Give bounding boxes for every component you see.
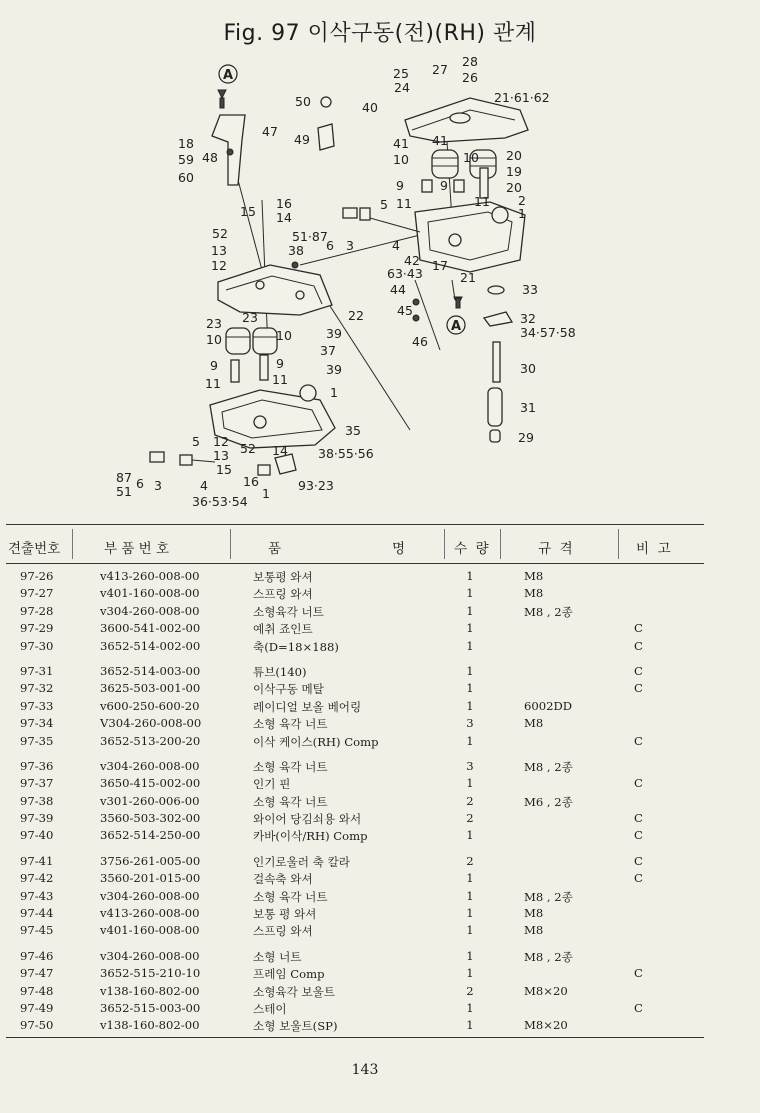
- callout-label: 15: [216, 462, 232, 477]
- header-qty: 수 량: [454, 541, 489, 557]
- callout-label: 9: [396, 178, 404, 193]
- callout-label: 50: [295, 94, 311, 109]
- exploded-parts-diagram: [0, 50, 760, 515]
- callout-label: 15: [240, 204, 256, 219]
- callout-label: 18: [178, 136, 194, 151]
- callout-label: 16: [276, 196, 292, 211]
- callout-label: 26: [462, 70, 478, 85]
- table-row: 97-36 v304-260-008-00 소형 육각 너트 3 M8 , 2종: [20, 758, 573, 774]
- callout-label: 3: [346, 238, 354, 253]
- callout-label: 25: [393, 66, 409, 81]
- table-bottom-rule: [6, 1037, 704, 1038]
- callout-label: 32: [520, 311, 536, 326]
- parts-list-table: [6, 524, 704, 1038]
- callout-label: 1: [330, 385, 338, 400]
- callout-label: 1: [262, 486, 270, 501]
- callout-label: 1: [518, 206, 526, 221]
- callout-label: 13: [213, 448, 229, 463]
- callout-label: 22: [348, 308, 364, 323]
- callout-label: 59: [178, 152, 194, 167]
- callout-label: 23: [206, 316, 222, 331]
- table-row: 97-46 v304-260-008-00 소형 너트 1 M8 , 2종: [20, 948, 573, 964]
- table-header: [6, 524, 704, 564]
- callout-label: 14: [276, 210, 292, 225]
- table-row: 97-42 3560-201-015-00 걸속축 와셔 1 C: [20, 871, 643, 887]
- header-name-right: 명: [392, 541, 406, 557]
- table-row: 97-34 V304-260-008-00 소형 육각 너트 3 M8: [20, 716, 544, 732]
- callout-bubble-a: A: [451, 319, 462, 334]
- callout-label: 51·87: [292, 229, 328, 244]
- callout-label: 48: [202, 150, 218, 165]
- table-row: 97-38 v301-260-006-00 소형 육각 너트 2 M6 , 2종: [20, 793, 573, 809]
- callout-label: 52: [212, 226, 228, 241]
- callout-label: 52: [240, 441, 256, 456]
- callout-label: 3: [154, 478, 162, 493]
- callout-label: 44: [390, 282, 406, 297]
- callout-label: 60: [178, 170, 194, 185]
- shaft-part: [493, 342, 500, 382]
- callout-label: 23: [242, 310, 258, 325]
- callout-label: 46: [412, 334, 428, 349]
- callout-label: 2: [518, 193, 526, 208]
- callout-label: 11: [474, 194, 490, 209]
- table-row: 97-27 v401-160-008-00 스프링 와셔 1 M8: [20, 586, 544, 602]
- callout-label: 16: [243, 474, 259, 489]
- callout-label: 13: [211, 243, 227, 258]
- table-row: 97-29 3600-541-002-00 예취 죠인트 1 C: [20, 621, 643, 637]
- callout-label: 87: [116, 470, 132, 485]
- callout-label: 17: [432, 258, 448, 273]
- callout-label: 38: [288, 243, 304, 258]
- callout-label: 11: [396, 196, 412, 211]
- callout-label: 47: [262, 124, 278, 139]
- page-number: 143: [351, 1062, 379, 1078]
- table-row: 97-32 3625-503-001-00 이삭구동 메탈 1 C: [20, 681, 643, 697]
- table-row: 97-30 3652-514-002-00 축(D=18×188) 1 C: [20, 638, 643, 654]
- header-name-left: 품: [268, 541, 282, 557]
- callout-bubble-a: A: [223, 68, 234, 83]
- table-row: 97-26 v413-260-008-00 보통평 와셔 1 M8: [20, 569, 544, 584]
- table-row: 97-44 v413-260-008-00 보통 평 와셔 1 M8: [20, 906, 544, 922]
- callout-label: 9: [440, 178, 448, 193]
- table-row: 97-31 3652-514-003-00 튜브(140) 1 C: [20, 663, 643, 679]
- callout-label: 39: [326, 326, 342, 341]
- callout-label: 10: [393, 152, 409, 167]
- table-row: 97-37 3650-415-002-00 인기 핀 1 C: [20, 776, 643, 792]
- callout-label: 35: [345, 423, 361, 438]
- callout-label: 42: [404, 253, 420, 268]
- table-row: 97-35 3652-513-200-20 이삭 케이스(RH) Comp 1 C: [20, 733, 643, 749]
- header-remark: 비 고: [636, 541, 671, 557]
- callout-label: 19: [506, 164, 522, 179]
- callout-label: 10: [276, 328, 292, 343]
- callout-label: 6: [136, 476, 144, 491]
- callout-label: 20: [506, 180, 522, 195]
- callout-label: 4: [392, 238, 400, 253]
- callout-label: 40: [362, 100, 378, 115]
- table-row: 97-47 3652-515-210-10 프레임 Comp 1 C: [20, 966, 643, 982]
- callout-label: 38·55·56: [318, 446, 374, 461]
- callout-label: 51: [116, 484, 132, 499]
- callout-label: 33: [522, 282, 538, 297]
- callout-label: 30: [520, 361, 536, 376]
- callout-label: 41: [393, 136, 409, 151]
- callout-label: 63·43: [387, 266, 423, 281]
- table-row: 97-43 v304-260-008-00 소형 육각 너트 1 M8 , 2종: [20, 888, 573, 904]
- callout-label: 37: [320, 343, 336, 358]
- callout-label: 14: [272, 443, 288, 458]
- bushing-stack-right-upper: [422, 150, 496, 198]
- table-row: 97-39 3560-503-302-00 와이어 당김쇠용 와서 2 C: [20, 811, 643, 827]
- callout-label: 9: [210, 358, 218, 373]
- middle-plate-part: [218, 265, 332, 315]
- callout-label: 5: [192, 434, 200, 449]
- callout-label: 10: [206, 332, 222, 347]
- callout-label: 5: [380, 197, 388, 212]
- callout-label: 41: [432, 133, 448, 148]
- table-row: 97-33 v600-250-600-20 레이디얼 보올 베어링 1 6002DD: [20, 698, 573, 714]
- callout-label: 31: [520, 400, 536, 415]
- header-part-no: 부 품 번 호: [104, 541, 170, 557]
- table-row: 97-49 3652-515-003-00 스테이 1 C: [20, 1000, 643, 1016]
- figure-title: Fig. 97 이삭구동(전)(RH) 관계: [223, 21, 537, 46]
- callout-label: 21: [460, 270, 476, 285]
- table-row: 97-45 v401-160-008-00 스프링 와셔 1 M8: [20, 923, 544, 939]
- callout-label: 4: [200, 478, 208, 493]
- callout-label: 27: [432, 62, 448, 77]
- bushing-stack-left: [226, 328, 277, 382]
- callout-label: 9: [276, 356, 284, 371]
- callout-label: 21·61·62: [494, 90, 550, 105]
- callout-label: 12: [211, 258, 227, 273]
- callout-label: 49: [294, 132, 310, 147]
- callout-label: 11: [272, 372, 288, 387]
- callout-label: 34·57·58: [520, 325, 576, 340]
- callout-label: 6: [326, 238, 334, 253]
- table-row: 97-28 v304-260-008-00 소형육각 너트 1 M8 , 2종: [20, 603, 573, 619]
- table-row: 97-50 v138-160-802-00 소형 보울트(SP) 1 M8×20: [20, 1018, 568, 1034]
- header-ref: 견출번호: [8, 541, 61, 557]
- table-row: 97-41 3756-261-005-00 인기로울러 축 칼라 2 C: [20, 853, 643, 869]
- table-row: 97-48 v138-160-802-00 소형육각 보울트 2 M8×20: [20, 983, 568, 999]
- table-row: 97-40 3652-514-250-00 카바(이삭/RH) Comp 1 C: [20, 828, 643, 844]
- callout-label: 93·23: [298, 478, 334, 493]
- callout-label: 20: [506, 148, 522, 163]
- callout-label: 45: [397, 303, 413, 318]
- callout-label: 29: [518, 430, 534, 445]
- callout-label: 24: [394, 80, 410, 95]
- header-spec: 규 격: [538, 541, 573, 557]
- callout-label: 10: [463, 150, 479, 165]
- callout-label: 39: [326, 362, 342, 377]
- callout-label: 28: [462, 54, 478, 69]
- callout-label: 11: [205, 376, 221, 391]
- callout-label: 36·53·54: [192, 494, 248, 509]
- callout-label: 12: [213, 434, 229, 449]
